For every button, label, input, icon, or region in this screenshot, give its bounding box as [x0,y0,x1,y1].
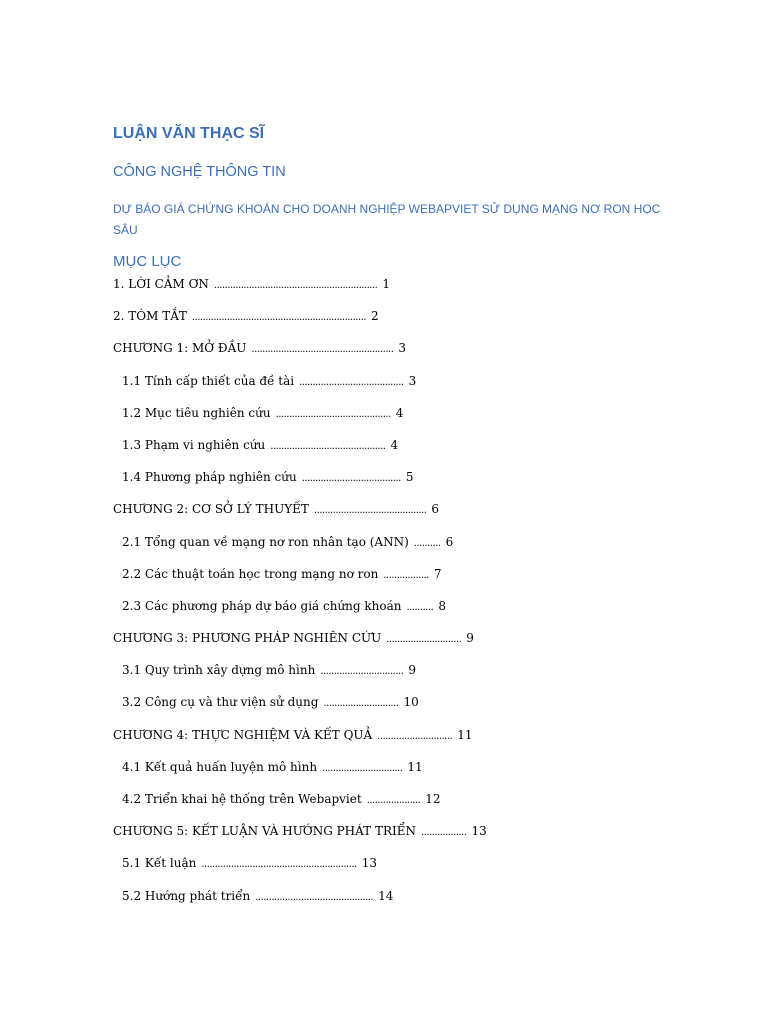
toc-entry-leader: .............................. [322,762,403,774]
toc-entry-page: 3 [408,373,417,388]
toc-entry-label: 2.3 Các phương pháp dự báo giá chứng khoán [122,598,402,613]
toc-entry-page: 11 [457,727,473,742]
toc-entry-leader: ............................................ [255,891,374,903]
toc-entry-page: 6 [445,534,454,549]
thesis-title: DỰ BÁO GIÁ CHỨNG KHOÁN CHO DOANH NGHIỆP WEBAPVIET SỬ DỤNG MẠNG NƠ RON HỌC SÂU [113,202,661,237]
document-title: LUẬN VĂN THẠC SĨ [113,125,265,142]
toc-entry-leader: ..................................................... [251,344,394,356]
toc-entry-page: 7 [433,566,442,581]
toc-entry-label: 2. TÓM TẮT [113,309,187,324]
toc-entry-label: 1.2 Mục tiêu nghiên cứu [122,405,271,420]
toc-entry-label: 2.1 Tổng quan về mạng nơ ron nhân tạo (ANN) [122,534,409,549]
toc-entry-1-4 [113,465,487,497]
toc-entry-leader: ........................................... [270,440,386,452]
toc-entry-chuong-5 [113,819,487,851]
toc-entry-2-1 [113,530,487,562]
document-field: CÔNG NGHỆ THÔNG TIN [113,164,286,180]
toc-entry-leader: ............................................................. [213,280,378,291]
toc-entry-5-2 [113,884,487,916]
toc-entry-page: 12 [425,792,441,806]
toc-entry-2-2 [113,562,487,594]
toc-entry-label: 1.1 Tính cấp thiết của đề tài [122,373,295,388]
toc-entry-page: 4 [390,437,399,452]
toc-entry-leader: .......... [406,601,434,613]
toc-entry-label: CHƯƠNG 4: THỰC NGHIỆM VÀ KẾT QUẢ [113,727,373,742]
toc-entry-leader: .................... [366,795,421,806]
toc-entry-label: 1.3 Phạm vi nghiên cứu [122,437,266,452]
toc-entry-page: 13 [471,824,487,839]
toc-entry-leader: ................................................................. [191,312,367,324]
toc-entry-leader: ..................................... [301,473,401,485]
toc-entry-leader: ............................ [386,634,462,646]
toc-entry-chuong-1 [113,336,487,368]
toc-entry-label: 4.2 Triển khai hệ thống trên Webapviet [122,792,362,806]
toc-entry-page: 4 [395,405,404,420]
toc-entry-2-3 [113,594,487,626]
toc-entry-3-2 [113,690,487,722]
toc-entry-label: 3.1 Quy trình xây dựng mô hình [122,663,316,678]
toc-entry-label: 4.1 Kết quả huấn luyện mô hình [122,759,318,774]
toc-entry-chuong-4 [113,723,487,755]
toc-entry-page: 3 [398,341,407,356]
toc-entry-leader: .......... [413,537,441,549]
toc-entry-leader: ................. [383,569,429,581]
toc-heading: MỤC LỤC [113,253,182,270]
toc-entry-loi-cam-on [113,272,487,304]
toc-entry-4-1 [113,755,487,787]
toc-entry-label: CHƯƠNG 3: PHƯƠNG PHÁP NGHIÊN CỨU [113,631,382,646]
toc-entry-tom-tat [113,304,487,336]
toc-entry-page: 5 [405,470,414,485]
toc-entry-page: 6 [431,502,440,517]
toc-entry-label: 1. LỜI CẢM ƠN [113,277,209,291]
toc-entry-leader: .......................................................... [201,859,357,871]
toc-entry-1-2 [113,401,487,433]
toc-entry-chuong-2 [113,497,487,529]
toc-entry-label: CHƯƠNG 1: MỞ ĐẦU [113,341,247,356]
toc-entry-page: 2 [371,309,379,324]
toc-entry-4-2 [113,787,487,819]
toc-entry-label: 2.2 Các thuật toán học trong mạng nơ ron [122,566,379,581]
toc-entry-label: CHƯƠNG 2: CƠ SỞ LÝ THUYẾT [113,502,309,517]
toc-entry-leader: ................. [421,827,467,839]
toc-entry-leader: ............................... [320,666,404,678]
toc-entry-label: 5.1 Kết luận [122,856,197,871]
toc-entry-label: 5.2 Hướng phát triển [122,888,251,903]
toc-entry-page: 10 [403,695,419,710]
toc-entry-page: 8 [438,598,446,613]
toc-entry-leader: ....................................... [299,376,404,388]
toc-entry-1-3 [113,433,487,465]
toc-entry-label: CHƯƠNG 5: KẾT LUẬN VÀ HƯỚNG PHÁT TRIỂN [113,824,416,839]
toc-entry-chuong-3 [113,626,487,658]
toc-entry-leader: .......................................... [313,505,427,517]
toc-entry-page: 9 [408,663,417,678]
table-of-contents [113,272,487,916]
toc-entry-1-1 [113,369,487,401]
toc-entry-label: 3.2 Công cụ và thư viện sử dụng [122,695,319,710]
toc-entry-leader: ............................ [323,698,399,710]
toc-entry-page: 14 [378,888,394,903]
toc-entry-page: 13 [361,856,377,871]
toc-entry-label: 1.4 Phương pháp nghiên cứu [122,470,297,485]
toc-entry-5-1 [113,851,487,883]
toc-entry-leader: ........................................... [275,408,391,420]
toc-entry-page: 11 [407,759,423,774]
toc-entry-3-1 [113,658,487,690]
toc-entry-page: 1 [382,277,390,291]
toc-entry-leader: ............................ [377,730,453,742]
toc-entry-page: 9 [466,631,474,646]
